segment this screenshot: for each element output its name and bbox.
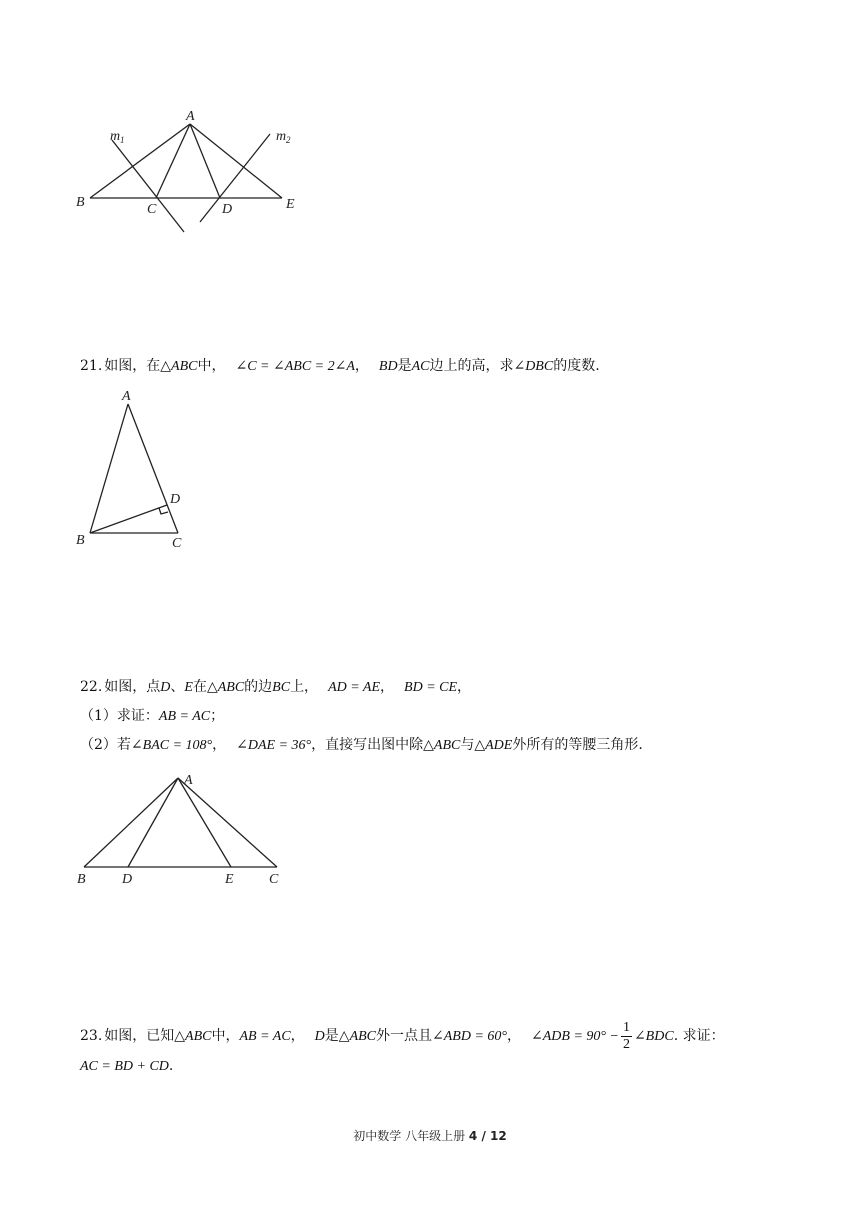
label-m1: m [110, 129, 121, 144]
text: （1）求证： [80, 708, 159, 724]
text: 上， [290, 679, 319, 695]
figure-21 [74, 386, 190, 550]
line-AD [190, 124, 220, 198]
line-AC [156, 124, 190, 198]
label-C: C [172, 536, 182, 550]
text: 如图，已知 [104, 1028, 175, 1044]
text: . 求证： [673, 1028, 725, 1044]
figure-22-svg [74, 764, 284, 888]
text: 的边 [244, 679, 273, 695]
fraction-denominator: 2 [622, 1036, 630, 1052]
math: E [184, 680, 193, 695]
page-footer [0, 1127, 860, 1144]
math: △ABC [174, 1029, 212, 1044]
text: ， [457, 679, 472, 695]
text: 中， [211, 1028, 240, 1044]
math: D [160, 680, 171, 695]
label-B: B [76, 195, 85, 210]
text: ， [380, 679, 395, 695]
question-number: 21. [80, 358, 103, 374]
math: △ABC [160, 359, 198, 374]
text: ， [354, 358, 369, 374]
math: AB = AC [158, 709, 211, 724]
label-m2-sub: 2 [286, 135, 291, 145]
label-B: B [77, 872, 86, 887]
fraction-numerator: 1 [622, 1019, 630, 1035]
math: AC [411, 359, 430, 374]
question-22-line-3 [80, 735, 643, 756]
text: 是 [324, 1028, 339, 1044]
text: 如图，在 [104, 358, 161, 374]
math: ∠DBC [513, 359, 554, 374]
text: ， [212, 737, 227, 753]
math: BC [272, 680, 291, 695]
text: ， [507, 1028, 522, 1044]
label-C: C [147, 202, 157, 217]
math: D [314, 1029, 325, 1044]
line-AC [128, 404, 181, 533]
label-m1-sub: 1 [120, 135, 125, 145]
line-AB [84, 778, 178, 867]
label-D: D [222, 202, 233, 217]
text: 边上的高，求 [429, 358, 514, 374]
line-AB [90, 124, 190, 198]
label-C: C [269, 872, 279, 887]
label-A: A [122, 389, 131, 404]
text: 在 [192, 679, 207, 695]
question-21 [80, 356, 600, 377]
label-E: E [225, 872, 234, 887]
math: BD [378, 359, 398, 374]
math: △ADE [474, 738, 513, 753]
text: 中， [197, 358, 226, 374]
math: △ABC [206, 680, 245, 695]
question-number: 23. [80, 1028, 103, 1044]
figure-21-svg [74, 386, 190, 550]
text: ； [210, 708, 225, 724]
question-22-line-2 [80, 706, 224, 727]
question-23-line-2 [80, 1056, 173, 1077]
text: 外所有的等腰三角形. [512, 737, 643, 753]
line-m1 [112, 140, 184, 232]
text: 如图，点 [104, 679, 161, 695]
text: 与 [460, 737, 475, 753]
question-number: 22. [80, 679, 103, 695]
question-22-line-1 [80, 677, 471, 698]
page-number: 4 / 12 [468, 1129, 507, 1143]
label-m2: m [276, 129, 287, 144]
line-m2 [200, 134, 270, 222]
line-AE [190, 124, 282, 198]
label-D: D [122, 872, 133, 887]
math: ∠C = ∠ABC = 2∠A [235, 359, 355, 374]
math: BD = CE [404, 680, 458, 695]
right-angle-mark [159, 508, 168, 514]
label-A: A [186, 110, 195, 124]
text: 、 [170, 679, 185, 695]
label-D: D [170, 492, 181, 507]
math: ∠DAE = 36° [236, 738, 312, 753]
math: △ABC [423, 738, 461, 753]
math: AB = AC [239, 1029, 291, 1044]
text: . [168, 1058, 174, 1074]
line-AC [178, 778, 277, 867]
text: （2）若 [80, 737, 131, 753]
line-AB [90, 404, 128, 533]
math: AD = AE [328, 680, 381, 695]
line-BD [90, 505, 167, 533]
line-AD [128, 778, 178, 867]
math: ∠ABD = 60° [432, 1029, 508, 1044]
label-E: E [286, 197, 295, 212]
figure-top-svg [74, 110, 298, 234]
text: ，直接写出图中除 [311, 737, 424, 753]
footer-text: 初中数学 八年级上册 [353, 1129, 469, 1143]
text: 的度数. [553, 358, 600, 374]
math: △ABC [338, 1029, 377, 1044]
math: AC = BD + CD [80, 1059, 169, 1074]
math: ∠BAC = 108° [130, 738, 213, 753]
text: ， [290, 1028, 305, 1044]
text: 外一点且 [376, 1028, 433, 1044]
math: ∠ADB = 90° − [531, 1029, 619, 1044]
figure-top [74, 110, 298, 234]
question-23-line-1 [80, 1018, 725, 1055]
line-AE [178, 778, 231, 867]
text: 是 [397, 358, 412, 374]
figure-22 [74, 764, 284, 888]
math: ∠BDC [633, 1029, 674, 1044]
label-A: A [184, 773, 193, 788]
fraction-one-half [621, 1020, 632, 1053]
label-B: B [76, 533, 85, 548]
